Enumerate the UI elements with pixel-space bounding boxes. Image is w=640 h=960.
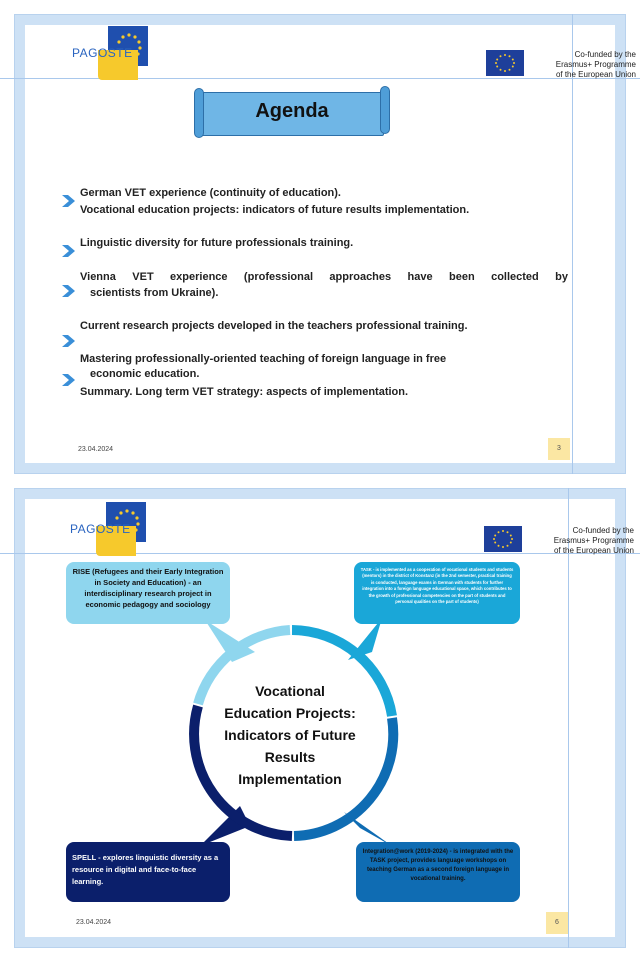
agenda-item: Mastering professionally-oriented teaching of foreign language in free	[80, 353, 447, 365]
center-title-line: Education Projects:	[224, 705, 356, 721]
erasmus-line: Co-funded by the	[574, 50, 636, 59]
logo-text: PAGOSTE	[72, 46, 133, 60]
erasmus-line: Erasmus+ Programme	[555, 60, 636, 69]
agenda-item: German VET experience (continuity of education).	[80, 187, 341, 199]
rise-callout: RISE (Refugees and their Early Integration in Society and Education) - an interdisciplinary research project in economic pedagogy and sociology	[66, 562, 230, 624]
agenda-item: Vocational education projects: indicators of future results implementation.	[80, 204, 470, 216]
logo-text: PAGOSTE	[70, 522, 131, 536]
agenda-item: Linguistic diversity for future professionals training.	[80, 237, 354, 249]
page-number: 6	[546, 912, 568, 934]
erasmus-line: of the European Union	[555, 70, 636, 79]
slide-date: 23.04.2024	[76, 919, 112, 926]
erasmus-line: Erasmus+ Programme	[553, 536, 634, 545]
center-title-line: Results	[264, 749, 316, 765]
integration-callout: Integration@work (2019-2024) - is integrated with the TASK project, provides language workshops on teaching German as a second foreign language in vocational training.	[356, 842, 520, 902]
agenda-title: Agenda	[255, 100, 329, 122]
agenda-item-continuation: economic education.	[90, 368, 200, 380]
spell-callout: SPELL - explores linguistic diversity as a resource in digital and face-to-face learning.	[66, 842, 230, 902]
task-callout: TASK - is implemented as a cooperation of vocational students and students (mentors) in the district of Konstanz (in the 2nd semester, practical training is conducted, language exams in German with students for further integration into a foreign language educational space, which contributes to the growth of professional competencies on the part of students and personal qualities on the part of students)	[354, 562, 520, 624]
slide-date: 23.04.2024	[78, 446, 114, 453]
center-title-line: Implementation	[238, 771, 342, 787]
page-number: 3	[548, 438, 570, 460]
center-title	[200, 680, 380, 790]
agenda-item-continuation: scientists from Ukraine).	[90, 287, 219, 299]
erasmus-line: Co-funded by the	[572, 526, 634, 535]
erasmus-line: of the European Union	[553, 546, 634, 555]
center-title-line: Vocational	[255, 683, 325, 699]
center-title-line: Indicators of Future	[224, 727, 356, 743]
agenda-item: Summary. Long term VET strategy: aspects of implementation.	[80, 386, 409, 398]
agenda-item: Current research projects developed in the teachers professional training.	[80, 320, 468, 332]
agenda-item: Vienna VET experience (professional approaches have been collected by	[80, 271, 568, 283]
